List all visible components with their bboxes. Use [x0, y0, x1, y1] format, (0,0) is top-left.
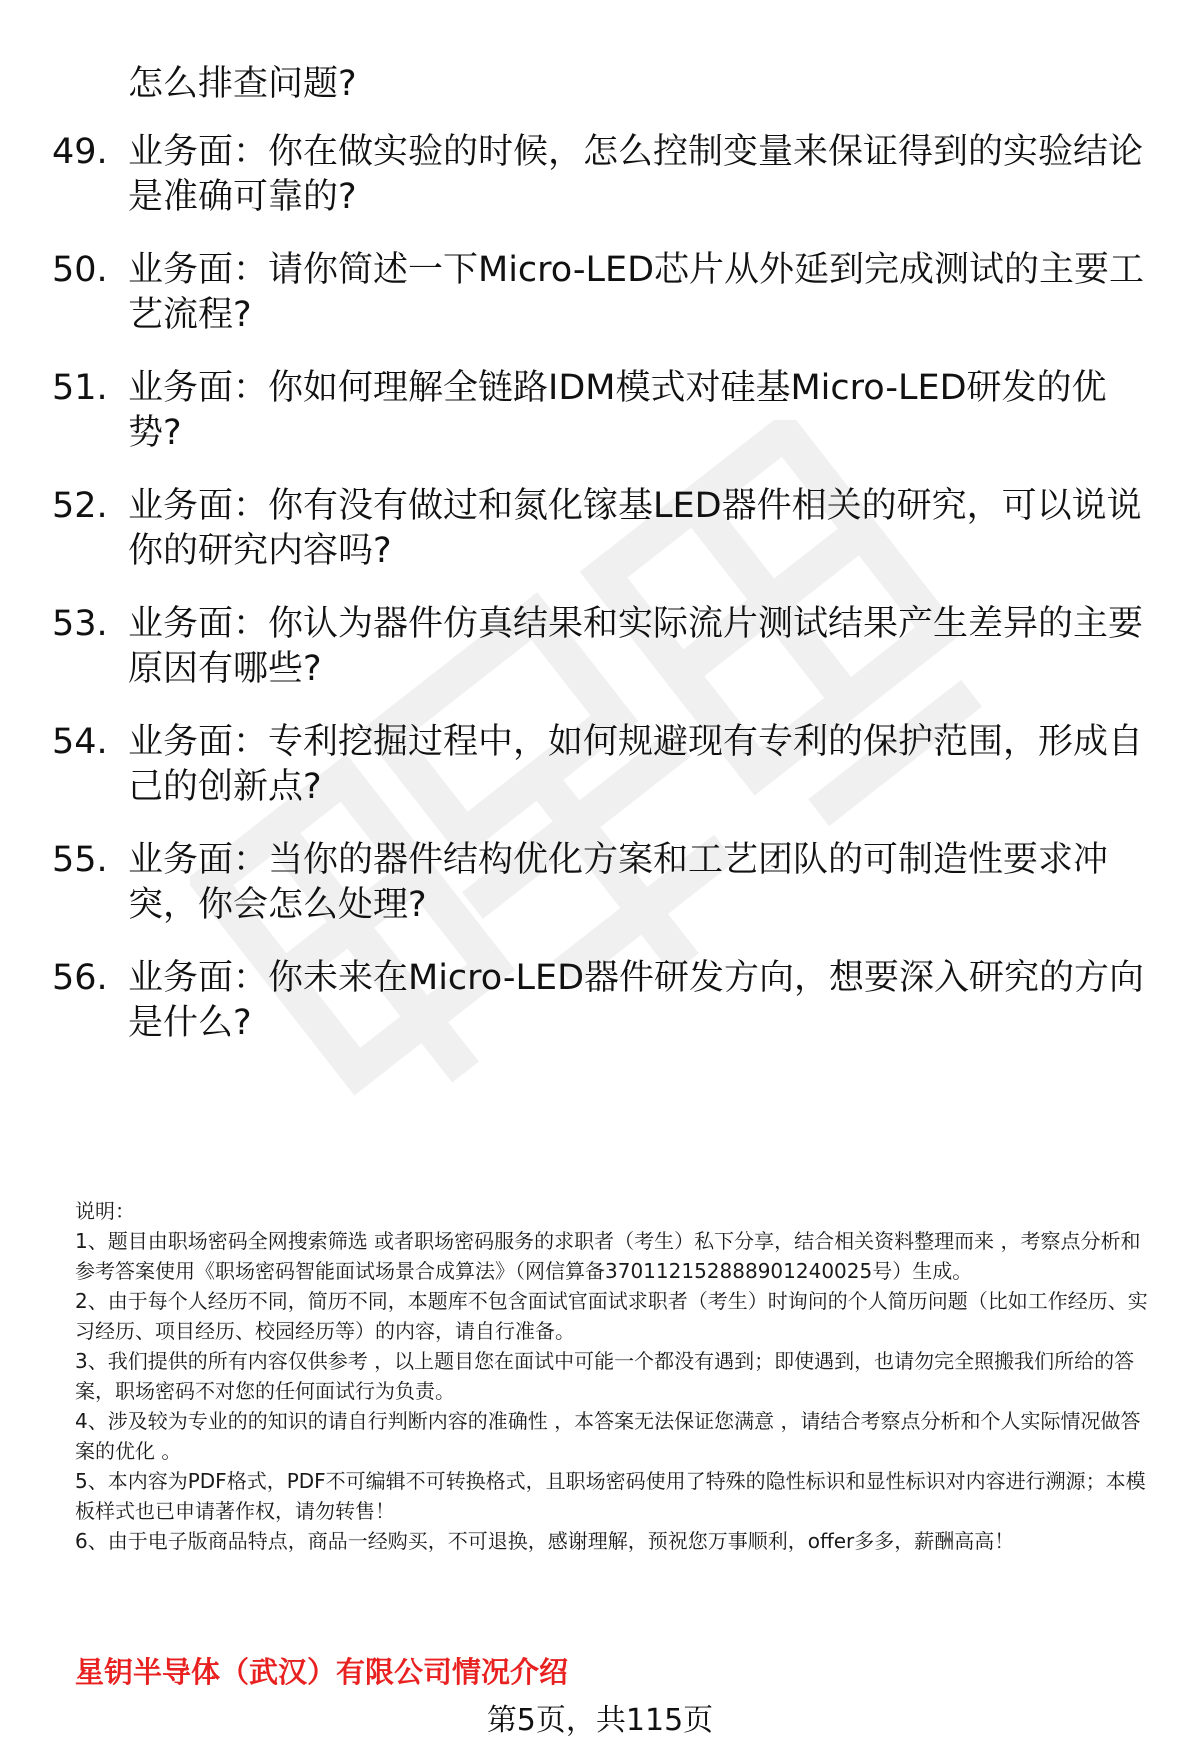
question-text: 业务面：你如何理解全链路IDM模式对硅基Micro-LED研发的优势? [128, 368, 1107, 453]
question-item-52 [52, 484, 1152, 574]
question-number: 52. [52, 486, 108, 526]
company-section-title: 星钥半导体（武汉）有限公司情况介绍 [75, 1655, 569, 1689]
question-text: 业务面：请你简述一下Micro-LED芯片从外延到完成测试的主要工艺流程? [128, 250, 1145, 335]
question-item-49 [52, 130, 1152, 220]
question-number: 55. [52, 840, 108, 880]
disclaimer-notes [75, 1196, 1155, 1556]
note-item: 6、由于电子版商品特点，商品一经购买，不可退换，感谢理解，预祝您万事顺利，offer多多，薪酬高高！ [75, 1529, 1015, 1553]
notes-heading: 说明： [75, 1199, 135, 1223]
question-item-55 [52, 838, 1152, 928]
question-item-50 [52, 248, 1152, 338]
note-item: 1、题目由职场密码全网搜索筛选 或者职场密码服务的求职者（考生）私下分享，结合相关资料整理而来 ，考察点分析和参考答案使用《职场密码智能面试场景合成算法》（网信算备370112152888901240025号）生成。 [75, 1229, 1141, 1283]
question-number: 50. [52, 250, 108, 290]
note-item: 4、涉及较为专业的的知识的请自行判断内容的准确性 ，本答案无法保证您满意 ，请结合考察点分析和个人实际情况做答案的优化 。 [75, 1409, 1141, 1463]
page-number: 第5页，共115页 [486, 1703, 714, 1738]
question-text: 业务面：你未来在Micro-LED器件研发方向，想要深入研究的方向是什么? [128, 958, 1145, 1043]
note-item: 2、由于每个人经历不同，简历不同，本题库不包含面试官面试求职者（考生）时询问的个人简历问题（比如工作经历、实习经历、项目经历、校园经历等）的内容，请自行准备。 [75, 1289, 1148, 1343]
question-number: 53. [52, 604, 108, 644]
question-item-53 [52, 602, 1152, 692]
question-number: 54. [52, 722, 108, 762]
question-text: 业务面：专利挖掘过程中，如何规避现有专利的保护范围，形成自己的创新点? [128, 722, 1144, 807]
question-number: 51. [52, 368, 108, 408]
question-text: 业务面：当你的器件结构优化方案和工艺团队的可制造性要求冲突，你会怎么处理? [128, 840, 1109, 925]
question-number: 49. [52, 132, 108, 172]
question-item-56 [52, 956, 1152, 1046]
question-item-51 [52, 366, 1152, 456]
question-text: 业务面：你在做实验的时候，怎么控制变量来保证得到的实验结论是准确可靠的? [128, 132, 1144, 217]
question-item-54 [52, 720, 1152, 810]
question-text: 业务面：你认为器件仿真结果和实际流片测试结果产生差异的主要原因有哪些? [128, 604, 1144, 689]
note-item: 5、本内容为PDF格式，PDF不可编辑不可转换格式，且职场密码使用了特殊的隐性标识和显性标识对内容进行溯源；本模板样式也已申请著作权，请勿转售！ [75, 1469, 1146, 1523]
question-text: 业务面：你有没有做过和氮化镓基LED器件相关的研究，可以说说你的研究内容吗? [128, 486, 1142, 571]
question-continuation: 怎么排查问题? [128, 64, 357, 104]
note-item: 3、我们提供的所有内容仅供参考 ，以上题目您在面试中可能一个都没有遇到；即使遇到，也请勿完全照搬我们所给的答案，职场密码不对您的任何面试行为负责。 [75, 1349, 1135, 1403]
question-number: 56. [52, 958, 108, 998]
